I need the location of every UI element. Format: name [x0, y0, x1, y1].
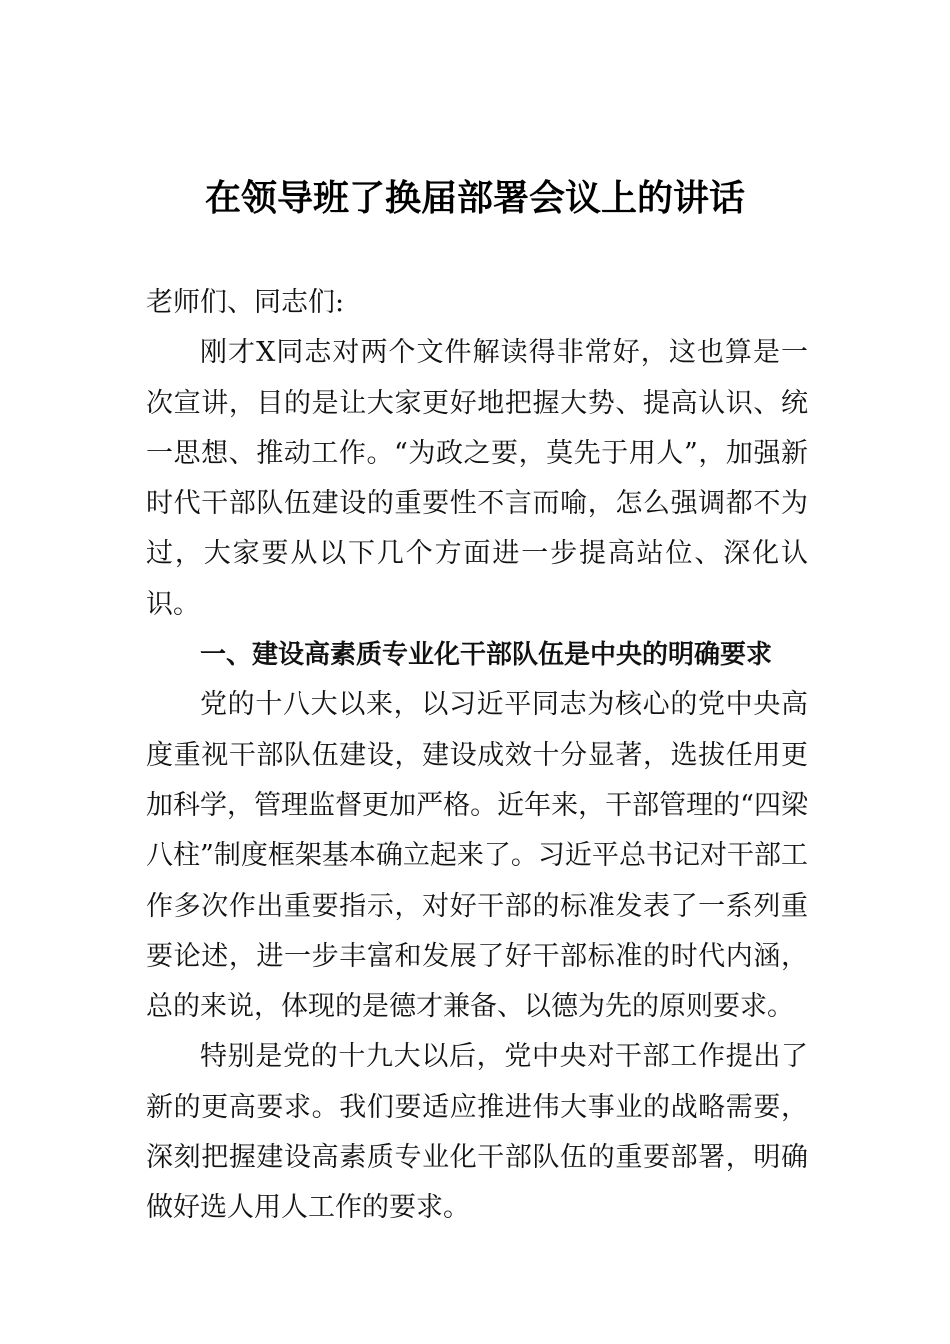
salutation: 老师们、同志们: [146, 287, 345, 318]
document-title: 在领导班了换届部署会议上的讲话 [204, 177, 745, 219]
section-heading-1: 一、建设高素质专业化干部队伍是中央的明确要求 [200, 640, 773, 671]
paragraph-3: 特别是党的十九大以后，党中央对干部工作提出了新的更高要求。我们要适应推进伟大事业的战略需要，深刻把握建设高素质专业化干部队伍的重要部署，明确做好选人用人工作的要求。 [146, 1041, 808, 1224]
paragraph-1: 刚才X同志对两个文件解读得非常好，这也算是一次宣讲，目的是让大家更好地把握大势、提高认识、统一思想、推动工作。“为政之要，莫先于用人”，加强新时代干部队伍建设的重要性不言而喻，怎么强调都不为过，大家要从以下几个方面进一步提高站位、深化认识。 [146, 337, 808, 620]
document-body [146, 278, 808, 1234]
paragraph-2: 党的十八大以来，以习近平同志为核心的党中央高度重视干部队伍建设，建设成效十分显著，选拔任用更加科学，管理监督更加严格。近年来，干部管理的“四梁八柱”制度框架基本确立起来了。习近平总书记对干部工作多次作出重要指示，对好干部的标准发表了一系列重要论述，进一步丰富和发展了好干部标准的时代内涵，总的来说，体现的是德才兼备、以德为先的原则要求。 [146, 689, 808, 1023]
